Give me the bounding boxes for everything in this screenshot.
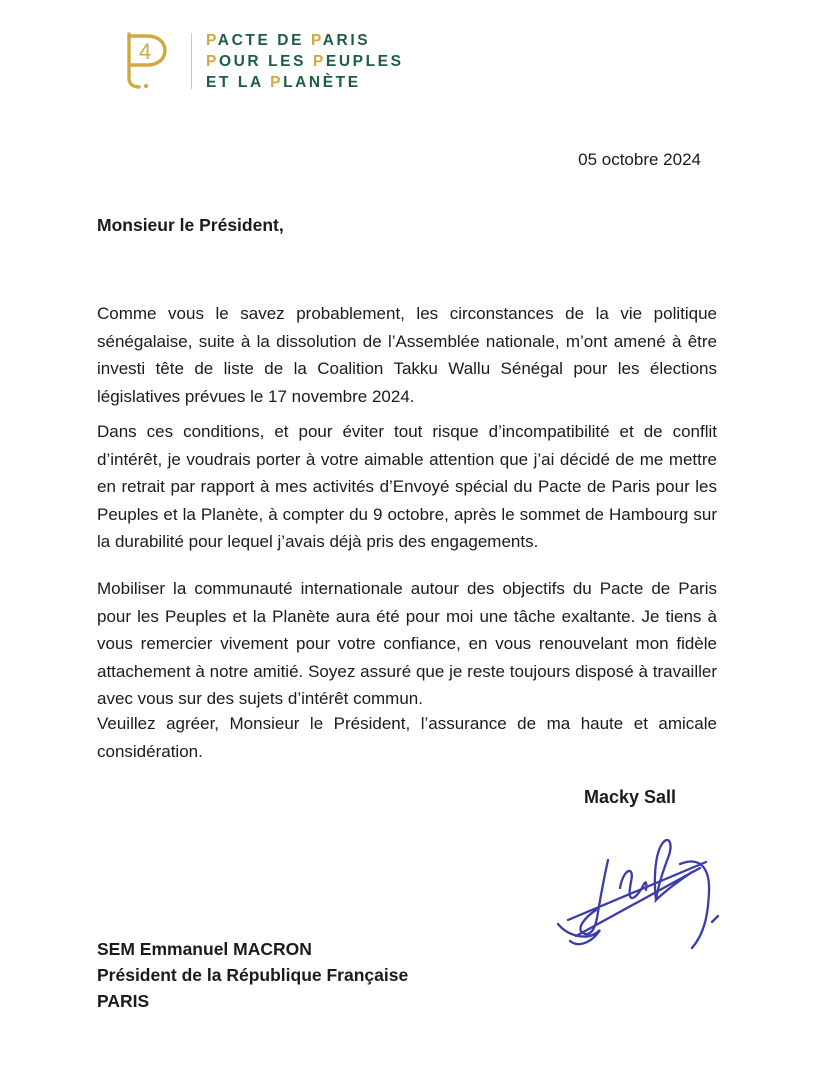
recipient-title: Président de la République Française xyxy=(97,965,409,985)
body-paragraph-2: Dans ces conditions, et pour éviter tout risque d’incompatibilité et de conflit d’intérêt, je voudrais porter à votre aimable attention que j’ai décidé de me mettre en retrait par rapport à mes activités d’Envoyé spécial du Pacte de Paris pour les Peuples et la Planète, à compter du 9 octobre, après le sommet de Hambourg sur la durabilité pour lequel j’avais déjà pris des engagements. xyxy=(97,422,717,551)
svg-text:4: 4 xyxy=(139,39,152,64)
logo-divider xyxy=(191,33,192,89)
salutation: Monsieur le Président, xyxy=(97,215,284,235)
letterhead xyxy=(115,28,404,94)
body-paragraph-3: Mobiliser la communauté internationale autour des objectifs du Pacte de Paris pour les Peuples et la Planète aura été pour moi une tâche exaltante. Je tiens à vous remercier vivement pour votre confiance, en vous renouvelant mon fidèle attachement à notre amitié. Soyez assuré que je reste toujours disposé à travailler avec vous sur des sujets d’intérêt commun. xyxy=(97,579,717,708)
recipient-name: SEM Emmanuel MACRON xyxy=(97,939,312,959)
logo-line-2: POUR LES PEUPLES xyxy=(206,52,404,70)
recipient-city: PARIS xyxy=(97,991,150,1011)
logo-line-3: ET LA PLANÈTE xyxy=(206,73,361,91)
letter-date: 05 octobre 2024 xyxy=(578,150,701,169)
signer-name: Macky Sall xyxy=(583,787,677,807)
logo-line-1: PACTE DE PARIS xyxy=(206,31,371,49)
p4-monogram-icon xyxy=(115,28,177,94)
body-paragraph-4: Veuillez agréer, Monsieur le Président, l’assurance de ma haute et amicale considération. xyxy=(97,714,717,761)
logo-wordmark xyxy=(206,30,404,93)
recipient-block xyxy=(97,936,408,1014)
handwritten-signature-icon xyxy=(540,822,762,958)
body-paragraph-1: Comme vous le savez probablement, les circonstances de la vie politique sénégalaise, suite à la dissolution de l’Assemblée nationale, m’ont amené à être investi tête de liste de la Coalition Takku Wallu Sénégal pour les élections législatives prévues le 17 novembre 2024. xyxy=(97,304,717,406)
